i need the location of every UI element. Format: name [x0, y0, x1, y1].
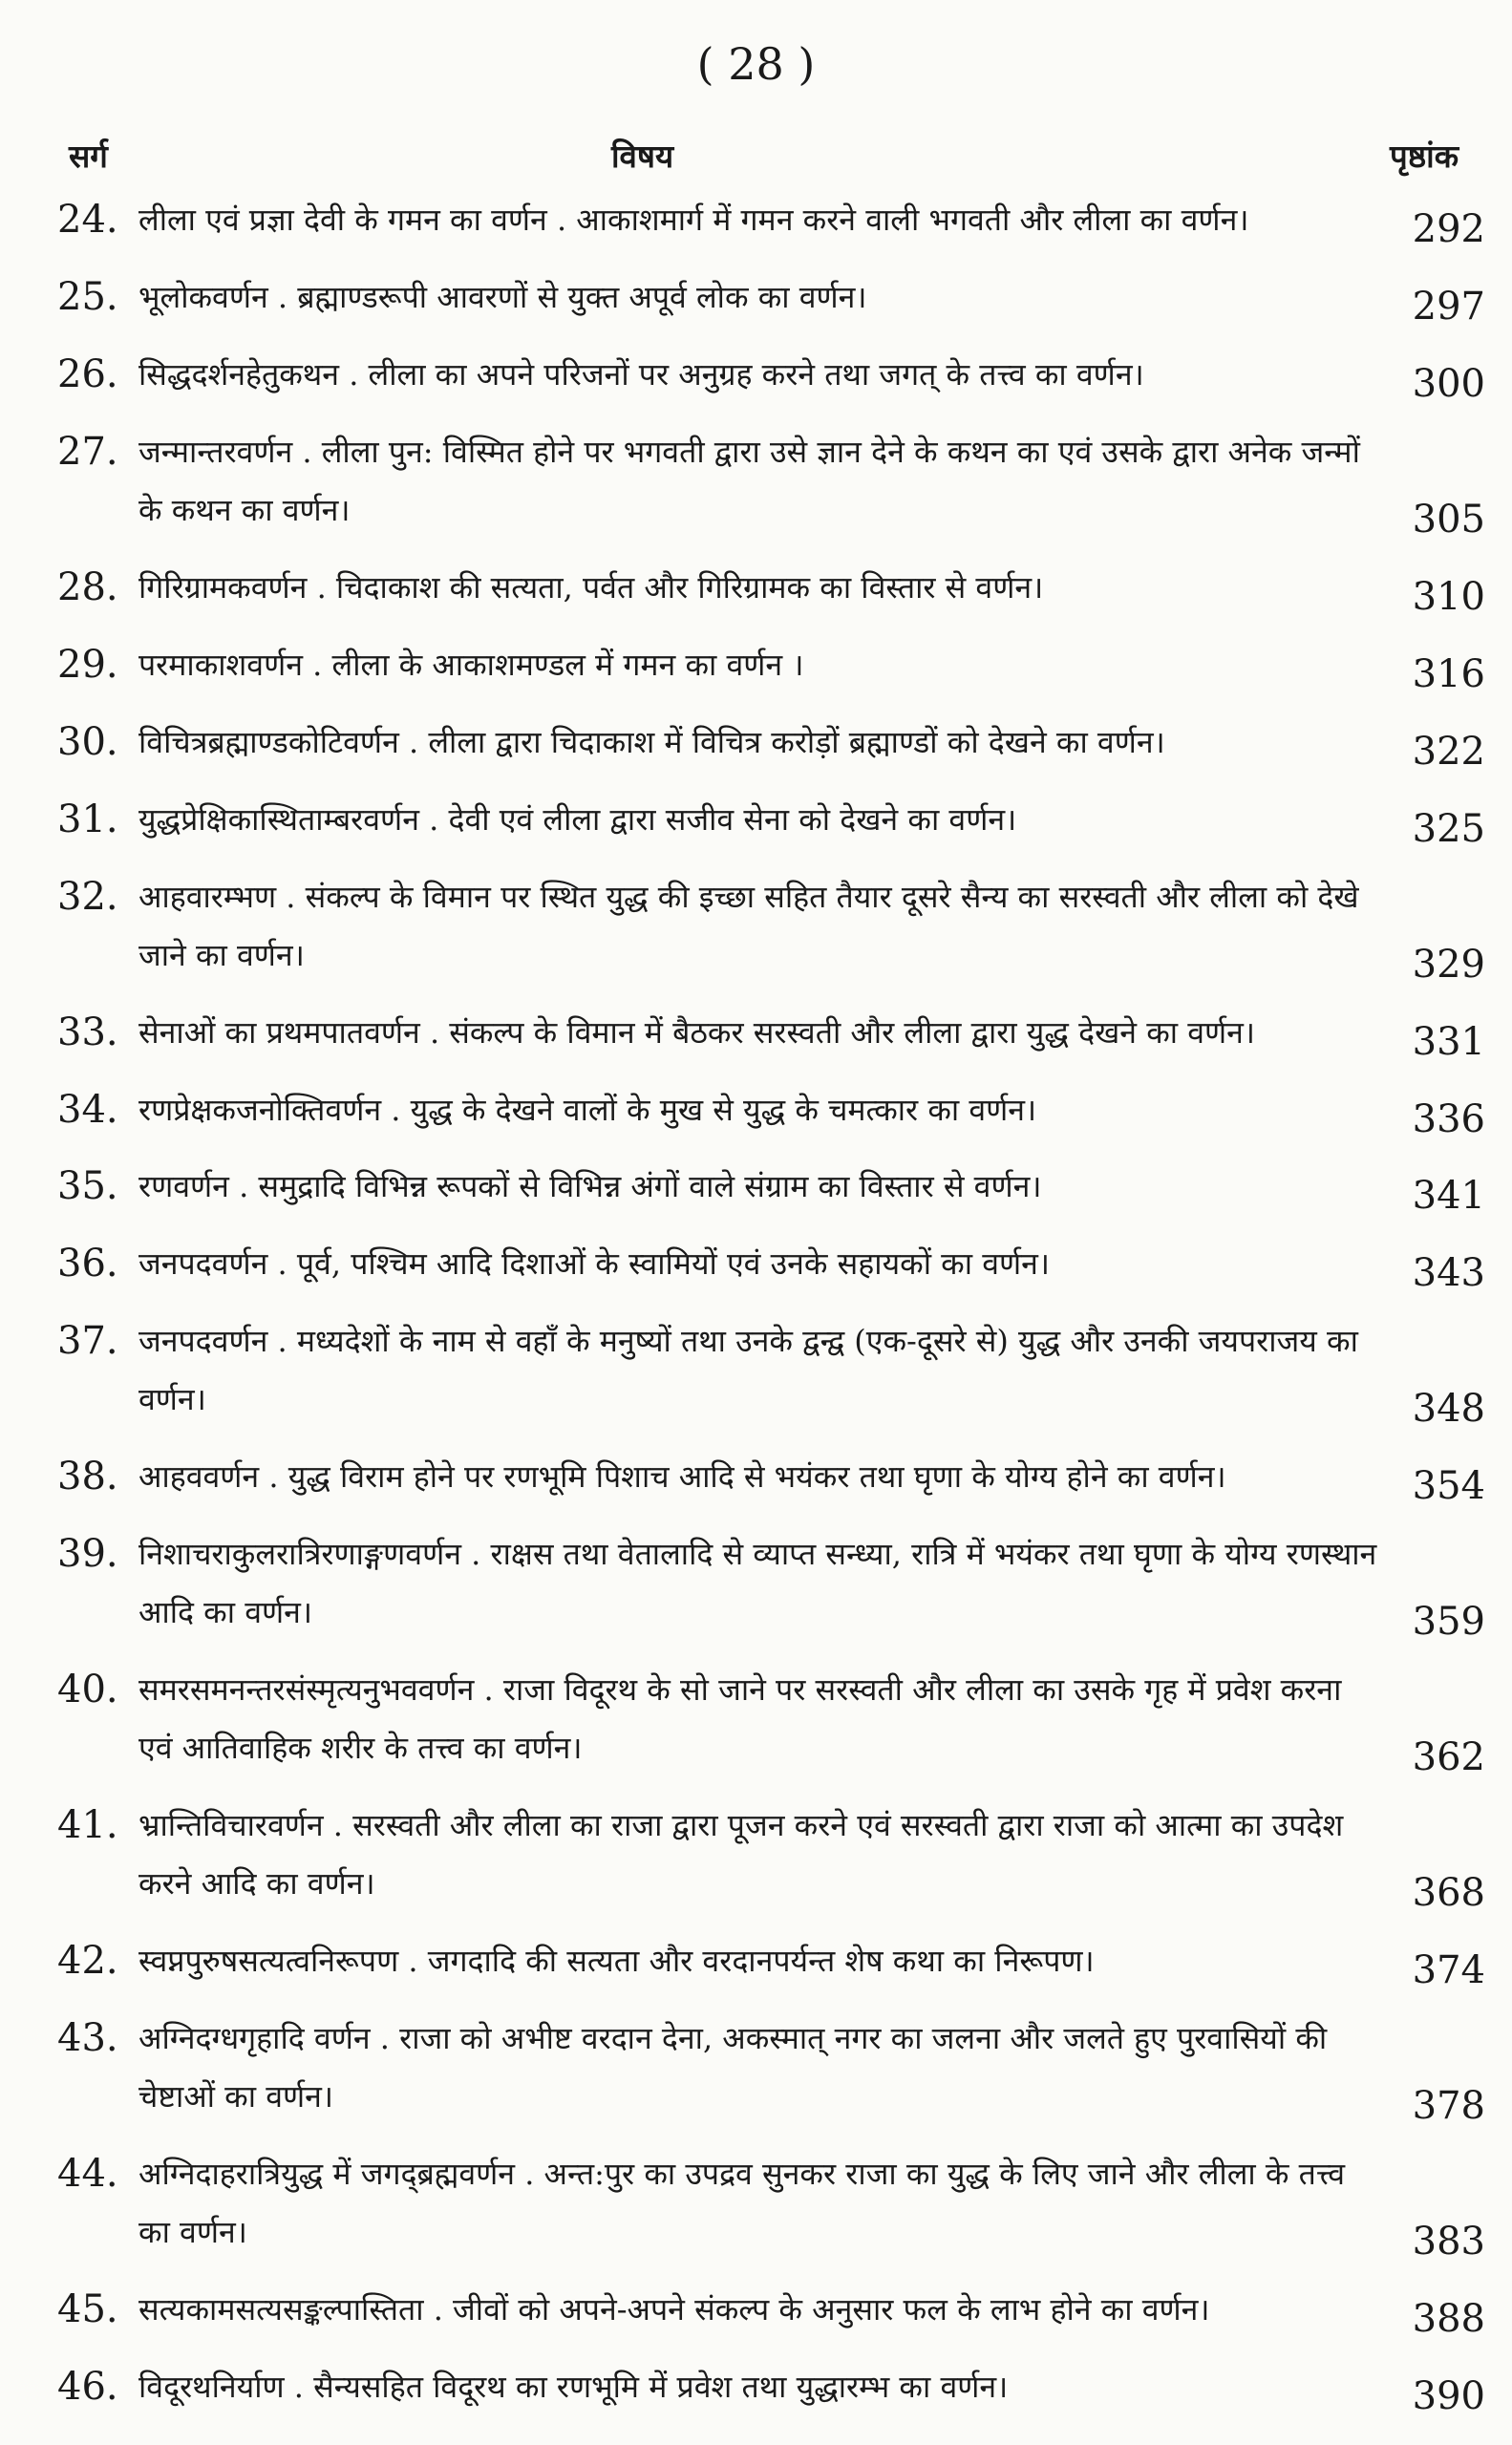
entry-number: 35. — [57, 1164, 118, 1209]
entry-text: विचित्रब्रह्माण्डकोटिवर्णन . लीला द्वारा चिदाकाश में विचित्र करोड़ों ब्रह्माण्डों को देखने का वर्णन। — [138, 723, 1165, 760]
entry-page: 329 — [1412, 942, 1485, 987]
toc-entry — [0, 346, 1512, 404]
entry-text: भूलोकवर्णन . ब्रह्माण्डरूपी आवरणों से युक्त अपूर्व लोक का वर्णन। — [138, 278, 867, 315]
entry-number: 42. — [57, 1939, 118, 1984]
entry-text: युद्धप्रेक्षिकास्थिताम्बरवर्णन . देवी एवं लीला द्वारा सजीव सेना को देखने का वर्णन। — [138, 800, 1017, 838]
toc-entry — [0, 559, 1512, 617]
toc-entry — [0, 1081, 1512, 1139]
entry-text: निशाचराकुलरात्रिरणाङ्गणवर्णन . राक्षस तथा वेतालादि से व्याप्त सन्ध्या, रात्रि में भयंकर तथा घृणा के योग्य रणस्थान आदि का वर्णन। — [138, 1536, 1377, 1631]
header-vishay: विषय — [611, 138, 674, 175]
entry-text: अग्निदाहरात्रियुद्ध में जगद्ब्रह्मवर्णन . अन्त:पुर का उपद्रव सुनकर राजा का युद्ध के लिए जाने और लीला के तत्त्व का वर्णन। — [138, 2156, 1345, 2251]
entry-page: 341 — [1412, 1174, 1485, 1219]
entry-page: 305 — [1412, 497, 1485, 542]
entry-number: 46. — [57, 2364, 118, 2409]
toc-entry — [0, 191, 1512, 249]
entry-text: जन्मान्तरवर्णन . लीला पुन: विस्मित होने पर भगवती द्वारा उसे ज्ञान देने के कथन का एवं उसके द्वारा अनेक जन्मों के कथन का वर्णन। — [138, 433, 1360, 528]
entry-number: 31. — [57, 797, 118, 841]
entry-page: 322 — [1412, 729, 1485, 774]
toc-entry — [0, 2145, 1512, 2262]
entry-text: विदूरथनिर्याण . सैन्यसहित विदूरथ का रणभूमि में प्रवेश तथा युद्धारम्भ का वर्णन। — [138, 2368, 1009, 2405]
toc-entry — [0, 1158, 1512, 1219]
toc-entry — [0, 1312, 1512, 1432]
entry-number: 28. — [57, 564, 118, 609]
entry-number: 45. — [57, 2287, 118, 2332]
entry-page: 292 — [1412, 207, 1485, 251]
entry-page: 383 — [1412, 2220, 1485, 2264]
toc-entry — [0, 1448, 1512, 1509]
entry-text: रणवर्णन . समुद्रादि विभिन्न रूपकों से विभिन्न अंगों वाले संग्राम का विस्तार से वर्णन। — [138, 1168, 1042, 1205]
entry-number: 44. — [57, 2152, 118, 2197]
entry-number: 43. — [57, 2016, 118, 2061]
entry-page: 388 — [1412, 2297, 1485, 2342]
entry-page: 336 — [1412, 1096, 1485, 1141]
entry-page: 343 — [1412, 1251, 1485, 1296]
toc-entry — [0, 268, 1512, 327]
toc-entry — [0, 1661, 1512, 1780]
toc-entry — [0, 636, 1512, 694]
toc-entry — [0, 1004, 1512, 1062]
entry-page: 310 — [1412, 574, 1485, 619]
entry-number: 32. — [57, 874, 118, 919]
entry-page: 359 — [1412, 1600, 1485, 1645]
entry-page: 297 — [1412, 284, 1485, 329]
entry-number: 29. — [57, 642, 118, 687]
page-number: ( 28 ) — [696, 38, 816, 90]
toc-entry — [0, 713, 1512, 772]
entry-text: लीला एवं प्रज्ञा देवी के गमन का वर्णन . आकाशमार्ग में गमन करने वाली भगवती और लीला का वर्णन। — [138, 202, 1249, 238]
entry-number: 25. — [57, 274, 118, 319]
entry-text: परमाकाशवर्णन . लीला के आकाशमण्डल में गमन का वर्णन । — [138, 646, 804, 683]
toc-entry — [0, 868, 1512, 985]
entry-text: स्वप्नपुरुषसत्यत्वनिरूपण . जगदादि की सत्यता और वरदानपर्यन्त शेष कथा का निरूपण। — [138, 1943, 1095, 1980]
entry-number: 30. — [57, 719, 118, 764]
entry-number: 24. — [57, 198, 118, 242]
column-header-row — [0, 134, 1512, 181]
entry-page: 300 — [1412, 361, 1485, 406]
toc-entry — [0, 1932, 1512, 1993]
entry-page: 378 — [1412, 2084, 1485, 2129]
entry-page: 390 — [1412, 2373, 1485, 2418]
entry-number: 34. — [57, 1087, 118, 1132]
toc-entry — [0, 1235, 1512, 1296]
toc-entry — [0, 2358, 1512, 2416]
entry-page: 368 — [1412, 1871, 1485, 1916]
entry-text: जनपदवर्णन . पूर्व, पश्चिम आदि दिशाओं के स्वामियों एवं उनके सहायकों का वर्णन। — [138, 1245, 1051, 1283]
table-of-contents — [0, 191, 1512, 2416]
entry-page: 331 — [1412, 1019, 1485, 1064]
entry-page: 348 — [1412, 1387, 1485, 1432]
toc-entry — [0, 791, 1512, 849]
entry-page: 325 — [1412, 806, 1485, 851]
entry-text: अग्निदग्धगृहादि वर्णन . राजा को अभीष्ट वरदान देना, अकस्मात् नगर का जलना और जलते हुए पुरवासियों की चेष्टाओं का वर्णन। — [138, 2020, 1328, 2115]
entry-number: 36. — [57, 1242, 118, 1286]
toc-entry — [0, 1797, 1512, 1916]
toc-entry — [0, 1525, 1512, 1645]
entry-text: जनपदवर्णन . मध्यदेशों के नाम से वहाँ के मनुष्यों तथा उनके द्वन्द्व (एक-दूसरे से) युद्ध और उनकी जयपराजय का वर्णन। — [138, 1323, 1358, 1418]
entry-number: 27. — [57, 429, 118, 474]
entry-page: 374 — [1412, 1948, 1485, 1993]
entry-text: गिरिग्रामकवर्णन . चिदाकाश की सत्यता, पर्वत और गिरिग्रामक का विस्तार से वर्णन। — [138, 568, 1044, 606]
toc-entry — [0, 2009, 1512, 2129]
entry-page: 354 — [1412, 1464, 1485, 1509]
header-sarg: सर्ग — [69, 138, 108, 175]
entry-number: 33. — [57, 1010, 118, 1054]
entry-number: 40. — [57, 1668, 118, 1712]
header-page: पृष्ठांक — [1390, 138, 1459, 175]
entry-text: सेनाओं का प्रथमपातवर्णन . संकल्प के विमान में बैठकर सरस्वती और लीला द्वारा युद्ध देखने का वर्णन। — [138, 1013, 1256, 1051]
entry-number: 26. — [57, 351, 118, 396]
entry-text: आहवारम्भण . संकल्प के विमान पर स्थित युद्ध की इच्छा सहित तैयार दूसरे सैन्य का सरस्वती और लीला को देखे जाने का वर्णन। — [138, 878, 1359, 973]
entry-text: भ्रान्तिविचारवर्णन . सरस्वती और लीला का राजा द्वारा पूजन करने एवं सरस्वती द्वारा राजा को आत्मा का उपदेश करने आदि का वर्णन। — [138, 1807, 1344, 1903]
entry-text: समरसमनन्तरसंस्मृत्यनुभववर्णन . राजा विदूरथ के सो जाने पर सरस्वती और लीला का उसके गृह में प्रवेश करना एवं आतिवाहिक शरीर के तत्त्व का वर्णन। — [138, 1671, 1342, 1767]
entry-text: सत्यकामसत्यसङ्कल्पास्तिता . जीवों को अपने-अपने संकल्प के अनुसार फल के लाभ होने का वर्णन। — [138, 2291, 1210, 2328]
entry-page: 362 — [1412, 1735, 1485, 1780]
entry-number: 37. — [57, 1319, 118, 1364]
entry-number: 41. — [57, 1803, 118, 1848]
toc-entry — [0, 2281, 1512, 2342]
entry-text: रणप्रेक्षकजनोक्तिवर्णन . युद्ध के देखने वालों के मुख से युद्ध के चमत्कार का वर्णन। — [138, 1091, 1037, 1128]
entry-number: 38. — [57, 1455, 118, 1499]
entry-page: 316 — [1412, 651, 1485, 696]
entry-number: 39. — [57, 1532, 118, 1577]
toc-entry — [0, 423, 1512, 540]
entry-text: सिद्धदर्शनहेतुकथन . लीला का अपने परिजनों पर अनुग्रह करने तथा जगत् के तत्त्व का वर्णन। — [138, 355, 1144, 393]
entry-text: आहववर्णन . युद्ध विराम होने पर रणभूमि पिशाच आदि से भयंकर तथा घृणा के योग्य होने का वर्णन। — [138, 1458, 1226, 1496]
